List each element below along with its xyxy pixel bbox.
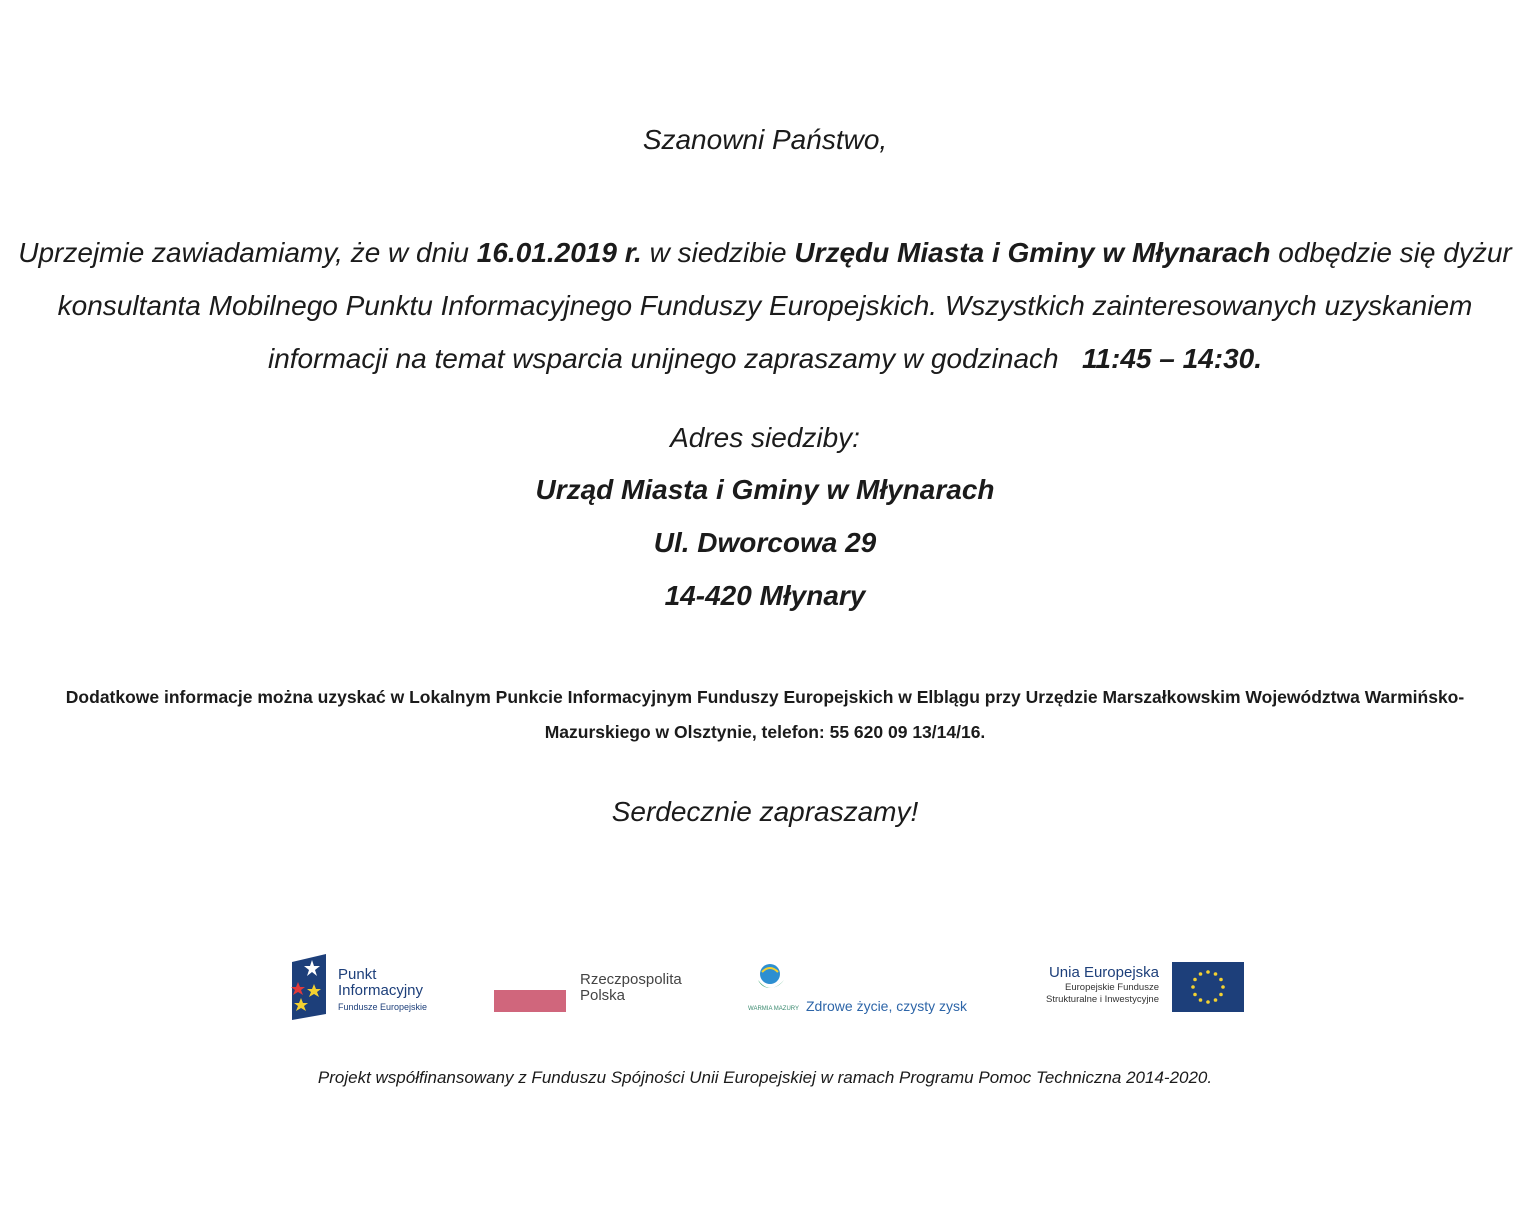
eu-star [1199, 998, 1203, 1002]
co-financing-footnote: Projekt współfinansowany z Funduszu Spójności Unii Europejskiej w ramach Programu Pomoc Techniczna 2014-2020. [317, 1068, 1213, 1087]
rp-line-1: Rzeczpospolita [580, 971, 682, 988]
warmia-slogan: Zdrowe życie, czysty zysk [806, 998, 968, 1014]
unia-europejska-logo [1015, 960, 1255, 1024]
eu-star [1193, 993, 1197, 997]
address-line-street: Ul. Dworcowa 29 [653, 527, 877, 558]
eu-flag-icon [1172, 962, 1244, 1012]
punkt-line-3: Fundusze Europejskie [338, 1002, 428, 1012]
eu-star [1221, 985, 1225, 989]
eu-star [1206, 1000, 1210, 1004]
event-date: 16.01.2019 r. [476, 237, 642, 268]
punkt-informacyjny-logo [290, 954, 470, 1022]
punkt-informacyjny-logo-icon [290, 954, 330, 1020]
warmia-caption: WARMIA MAZURY [748, 1006, 800, 1012]
punkt-line-2: Informacyjny [338, 982, 424, 999]
punkt-line-1: Punkt [338, 966, 377, 983]
rp-line-2: Polska [580, 987, 626, 1004]
eu-star [1193, 978, 1197, 982]
greeting: Szanowni Państwo, [642, 124, 888, 155]
additional-info: Dodatkowe informacje można uzyskać w Lokalnym Punkcie Informacyjnym Funduszy Europejskich w Elblągu przy Urzędzie Marszałkowskim Województwa Warmińsko-Mazurskiego w Olsztynie, telefon: 55 620 09 13/14/16. [65, 687, 1465, 742]
eu-line-1: Unia Europejska [1048, 964, 1159, 981]
polish-flag-red-stripe [494, 990, 566, 1012]
eu-star [1219, 993, 1223, 997]
announcement-text-1: Uprzejmie zawiadamiamy, że w dniu [18, 237, 477, 268]
eu-star [1191, 985, 1195, 989]
punkt-informacyjny-text [338, 967, 427, 1012]
eu-star [1199, 972, 1203, 976]
address-label: Adres siedziby: [670, 422, 860, 453]
announcement-text-3: odbędzie się dyżur konsultanta Mobilnego Punktu Informacyjnego Funduszy Europejskich. Wszystkich zainteresowanych uzyskaniem informacji na temat wsparcia unijnego zapraszamy w godzinach [57, 237, 1512, 374]
eu-line-2: Europejskie Fundusze [1065, 982, 1159, 993]
logo-strip [0, 950, 1530, 1030]
eu-star [1214, 972, 1218, 976]
address-line-city: 14-420 Młynary [664, 580, 866, 611]
rzeczpospolita-polska-logo [492, 964, 732, 1014]
warmia-mazury-logo [746, 962, 986, 1018]
polish-flag-white-stripe [494, 964, 566, 988]
eu-line-3: Strukturalne i Inwestycyjne [1046, 994, 1159, 1005]
closing: Serdecznie zapraszamy! [611, 796, 919, 827]
eu-star [1214, 998, 1218, 1002]
event-hours: 11:45 – 14:30. [1081, 343, 1262, 374]
announcement-paragraph [12, 226, 1518, 385]
eu-text [1046, 964, 1159, 1006]
office-name: Urzędu Miasta i Gminy w Młynarach [794, 237, 1271, 268]
announcement-text-2: w siedzibie [641, 237, 795, 268]
address-line-office: Urząd Miasta i Gminy w Młynarach [535, 474, 995, 505]
warmia-mazury-logo-icon [748, 962, 794, 1004]
eu-star [1219, 978, 1223, 982]
rp-text [580, 972, 682, 1004]
eu-star [1206, 970, 1210, 974]
